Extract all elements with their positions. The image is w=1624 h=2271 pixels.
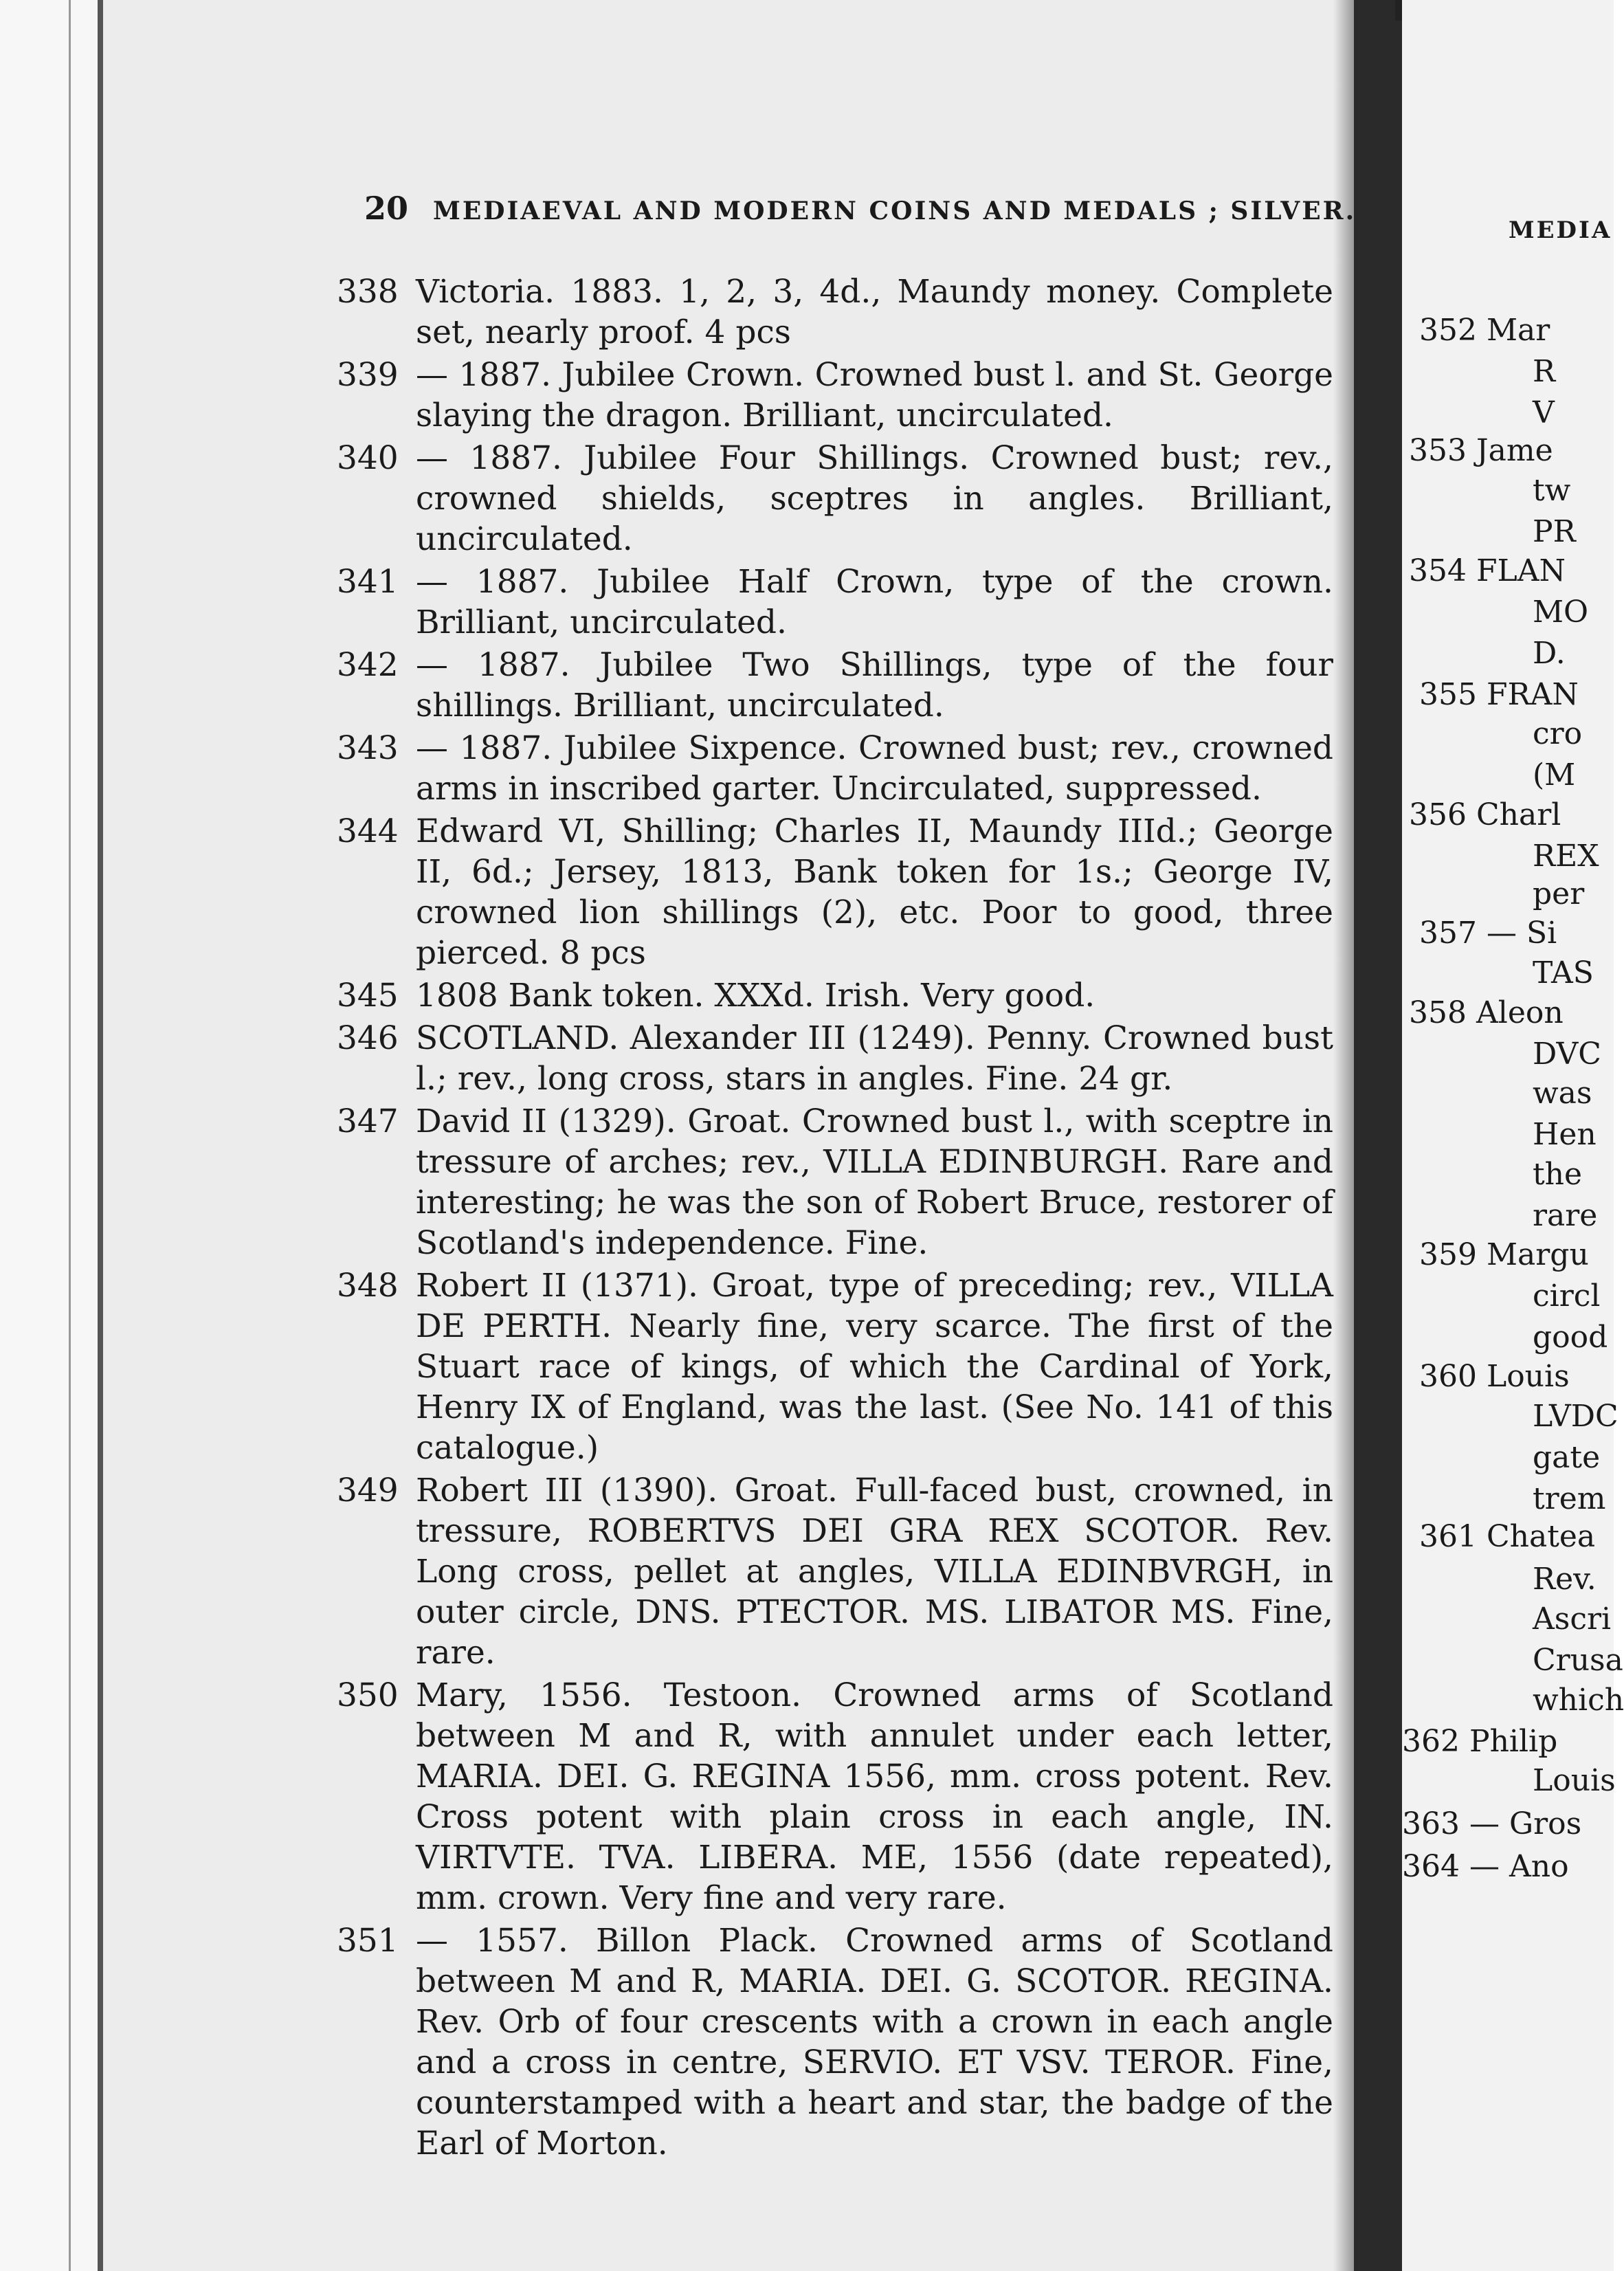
entry-number: 350 <box>337 1676 399 1714</box>
catalogue-entry <box>337 1920 1333 2164</box>
entry-text: Mary, 1556. Testoon. Crowned arms of Scotland between M and R, with annulet under each letter, MARIA. DEI. G. REGINA 1556, mm. cross potent. Rev. Cross potent with plain cross in each angle, IN. VIRTVTE. TVA. LIBERA. ME, 1556 (date repeated), mm. crown. Very fine and very rare. <box>416 1676 1333 1917</box>
entry-number: 349 <box>337 1472 399 1509</box>
catalogue-entry <box>337 975 1333 1016</box>
running-head: MEDIAEVAL AND MODERN COINS AND MEDALS ; SILVER. <box>433 197 1357 225</box>
catalogue-entry <box>337 1265 1333 1468</box>
entry-text: — 1887. Jubilee Sixpence. Crowned bust; rev., crowned arms in inscribed garter. Uncirculated, suppressed. <box>416 729 1333 808</box>
right-page-fragment: tw <box>1533 473 1571 508</box>
right-page-fragment: circl <box>1533 1278 1601 1314</box>
catalogue-entries <box>337 272 1333 2166</box>
page-header <box>364 190 1357 231</box>
right-page-fragment: R <box>1533 354 1556 389</box>
entry-text: 1808 Bank token. XXXd. Irish. Very good. <box>416 977 1095 1015</box>
entry-number: 342 <box>337 646 399 684</box>
right-page-fragment: 359 Margu <box>1419 1237 1589 1272</box>
right-page-fragment: was <box>1533 1076 1592 1111</box>
catalogue-entry <box>337 1470 1333 1673</box>
right-page-fragment: 353 Jame <box>1409 433 1553 468</box>
right-page-fragment: Hen <box>1533 1117 1597 1152</box>
right-page-fragment: cro <box>1533 716 1583 751</box>
catalogue-entry <box>337 1018 1333 1099</box>
right-page-fragment: MO <box>1533 595 1589 630</box>
catalogue-entry <box>337 355 1333 436</box>
entry-text: Victoria. 1883. 1, 2, 3, 4d., Maundy money. Complete set, nearly proof. 4 pcs <box>416 273 1333 351</box>
right-page-fragment: per <box>1533 876 1585 911</box>
right-page-fragment: Louis <box>1533 1763 1616 1798</box>
catalogue-entry <box>337 438 1333 560</box>
scan-margin <box>0 0 103 2271</box>
right-page-fragment: Crusa <box>1533 1643 1623 1678</box>
binding-edge <box>69 0 71 2271</box>
right-page-fragment: Rev. <box>1533 1562 1597 1597</box>
catalogue-entry <box>337 1675 1333 1918</box>
entry-number: 347 <box>337 1103 399 1140</box>
right-page-fragment: 364 — Ano <box>1402 1849 1569 1884</box>
right-page-fragment: Ascri <box>1533 1602 1612 1637</box>
entry-number: 351 <box>337 1922 399 1960</box>
right-page-fragment: V <box>1533 395 1555 430</box>
catalogue-entry <box>337 1101 1333 1263</box>
right-page-fragment: 354 FLAN <box>1409 553 1566 588</box>
entry-number: 343 <box>337 729 399 767</box>
right-page-fragment: PR <box>1533 514 1576 549</box>
page-edge <box>98 0 103 2271</box>
entry-number: 339 <box>337 356 399 394</box>
entry-number: 344 <box>337 812 399 850</box>
right-page-fragment: 360 Louis <box>1419 1359 1570 1394</box>
right-page-fragment: DVC <box>1533 1037 1601 1072</box>
entry-text: — 1887. Jubilee Two Shillings, type of the four shillings. Brilliant, uncirculated. <box>416 646 1333 724</box>
right-page-fragment: 356 Charl <box>1409 797 1561 832</box>
entry-text: — 1887. Jubilee Half Crown, type of the crown. Brilliant, uncirculated. <box>416 563 1333 641</box>
entry-number: 345 <box>337 977 399 1015</box>
right-page-fragment: 352 Mar <box>1419 313 1550 348</box>
entry-text: David II (1329). Groat. Crowned bust l., with sceptre in tressure of arches; rev., VILLA EDINBURGH. Rare and interesting; he was the son of Robert Bruce, restorer of Scotland's independence. Fine. <box>416 1103 1333 1262</box>
entry-text: Robert II (1371). Groat, type of preceding; rev., VILLA DE PERTH. Nearly fine, very scarce. The first of the Stuart race of kings, of which the Cardinal of York, Henry IX of England, was the last. (See No. 141 of this catalogue.) <box>416 1267 1333 1467</box>
right-page-fragment: which <box>1533 1683 1624 1718</box>
gutter-shadow <box>1333 0 1354 2271</box>
book-gutter <box>1354 0 1402 2271</box>
right-page-fragment: the <box>1533 1157 1583 1192</box>
right-running-head: MEDIA <box>1509 217 1612 244</box>
entry-number: 338 <box>337 273 399 311</box>
right-page-fragment: (M <box>1533 757 1576 793</box>
right-page-fragment: 357 — Si <box>1419 916 1557 951</box>
right-page-fragment: 362 Philip <box>1402 1724 1558 1759</box>
entry-text: Edward VI, Shilling; Charles II, Maundy IIId.; George II, 6d.; Jersey, 1813, Bank token for 1s.; George IV, crowned lion shillings (2), etc. Poor to good, three pierced. 8 pcs <box>416 812 1333 972</box>
right-page-fragment: trem <box>1533 1481 1606 1516</box>
entry-text: — 1887. Jubilee Four Shillings. Crowned bust; rev., crowned shields, sceptres in angles. Brilliant, uncirculated. <box>416 439 1333 558</box>
page-number: 20 <box>364 190 409 227</box>
catalogue-entry <box>337 272 1333 353</box>
entry-text: — 1557. Billon Plack. Crowned arms of Scotland between M and R, MARIA. DEI. G. SCOTOR. REGINA. Rev. Orb of four crescents with a crown in each angle and a cross in centre, SERVIO. ET VSV. TEROR. Fine, counterstamped with a heart and star, the badge of the Earl of Morton. <box>416 1922 1333 2162</box>
right-page <box>1402 0 1624 2271</box>
catalogue-entry <box>337 811 1333 973</box>
entry-text: Robert III (1390). Groat. Full-faced bust, crowned, in tressure, ROBERTVS DEI GRA REX SCOTOR. Rev. Long cross, pellet at angles, VILLA EDINBVRGH, in outer circle, DNS. PTECTOR. MS. LIBATOR MS. Fine, rare. <box>416 1472 1333 1672</box>
right-page-fragment: 361 Chatea <box>1419 1519 1596 1554</box>
right-page-fragment: REX <box>1533 839 1599 874</box>
right-page-fragment: good <box>1533 1320 1608 1355</box>
entry-number: 341 <box>337 563 399 601</box>
right-page-fragment: 363 — Gros <box>1402 1806 1582 1841</box>
right-page-fragment: D. <box>1533 636 1566 671</box>
right-page-fragment: 355 FRAN <box>1419 677 1579 712</box>
entry-number: 346 <box>337 1019 399 1057</box>
entry-text: SCOTLAND. Alexander III (1249). Penny. Crowned bust l.; rev., long cross, stars in angles. Fine. 24 gr. <box>416 1019 1333 1098</box>
catalogue-entry <box>337 645 1333 726</box>
entry-number: 348 <box>337 1267 399 1305</box>
right-page-fragment: TAS <box>1533 955 1594 990</box>
right-page-fragment: LVDC <box>1533 1399 1619 1434</box>
right-page-fragment: 358 Aleon <box>1409 995 1564 1030</box>
right-page-fragment: gate <box>1533 1440 1601 1475</box>
entry-number: 340 <box>337 439 399 477</box>
catalogue-entry <box>337 562 1333 643</box>
right-page-fragment: rare <box>1533 1198 1598 1233</box>
catalogue-entry <box>337 728 1333 809</box>
entry-text: — 1887. Jubilee Crown. Crowned bust l. and St. George slaying the dragon. Brilliant, uncirculated. <box>416 356 1333 434</box>
